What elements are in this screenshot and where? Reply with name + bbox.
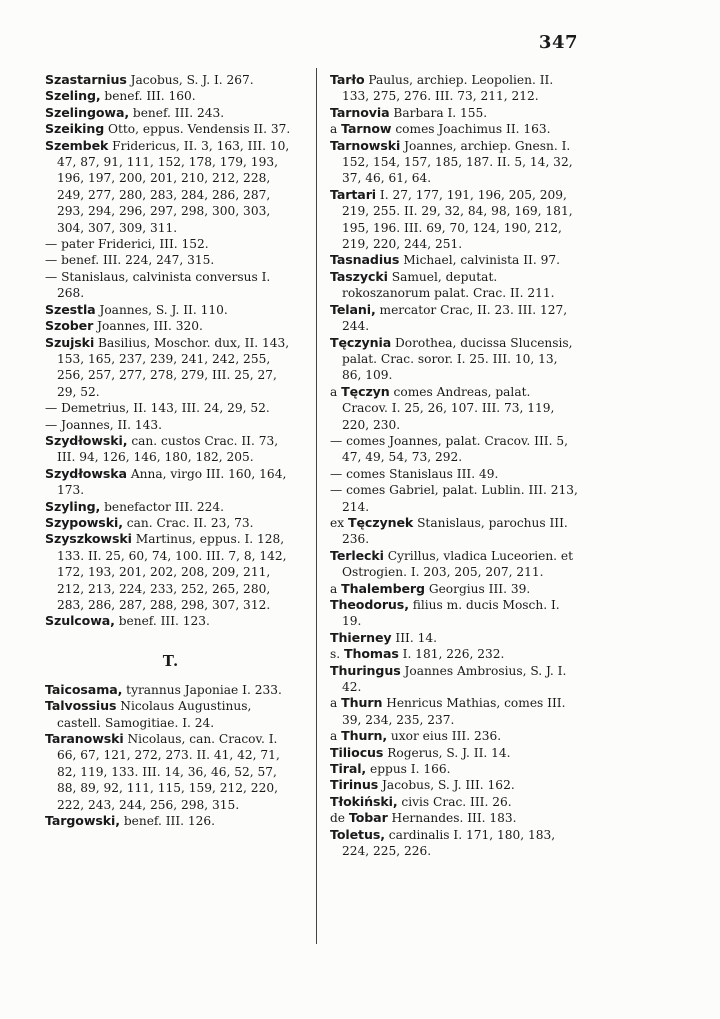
entry-text: uxor eius III. 236.	[387, 729, 502, 744]
entry-text: III. 14.	[391, 630, 437, 645]
entry-text: benef. III. 243.	[129, 105, 225, 120]
index-entry	[330, 138, 580, 187]
entry-text: tyrannus Japoniae I. 233.	[122, 682, 282, 697]
entry-headword: Theodorus,	[330, 597, 409, 612]
entry-text: comes Gabriel, palat. Lublin. III. 213, 214.	[342, 483, 578, 514]
index-entry	[45, 698, 297, 731]
entry-text: comes Joannes, palat. Cracov. III. 5, 47, 49, 54, 73, 292.	[342, 433, 568, 465]
entry-headword: Tiral,	[330, 761, 367, 777]
entry-text: can. Crac. II. 23, 73.	[122, 515, 254, 530]
entry-text: Paulus, archiep. Leopolien. II. 133, 275, 276. III. 73, 211, 212.	[342, 73, 554, 104]
entry-prefix: ex	[330, 515, 348, 530]
left-entries	[45, 72, 297, 630]
entry-headword: Szypowski,	[45, 514, 123, 530]
entry-headword: Szeiking	[45, 121, 105, 137]
index-entry	[330, 105, 580, 121]
index-entry	[45, 417, 297, 433]
entry-headword: Tęczyn	[341, 383, 390, 399]
index-entry	[45, 499, 297, 515]
index-entry	[45, 731, 297, 813]
entry-text: civis Crac. III. 26.	[397, 794, 512, 809]
entry-text: Samuel, deputat. rokoszanorum palat. Crac. II. 211.	[342, 269, 555, 301]
entry-text: Nicolaus Augustinus, castell. Samogitiae. I. 24.	[57, 699, 252, 730]
entry-headword: Szober	[45, 318, 94, 334]
index-entry	[330, 187, 580, 253]
entry-prefix: —	[330, 433, 347, 448]
entry-prefix: a	[330, 122, 342, 137]
entry-text: Rogerus, S. J. II. 14.	[383, 745, 511, 760]
entry-headword: Szeling,	[45, 88, 101, 104]
entry-text: I. 181, 226, 232.	[398, 647, 505, 662]
index-entry	[45, 515, 297, 531]
index-entry	[45, 72, 297, 88]
left-entries-t	[45, 682, 297, 830]
entry-headword: Talvossius	[45, 698, 117, 714]
entry-text: I. 27, 177, 191, 196, 205, 209, 219, 255. II. 29, 32, 84, 98, 169, 181, 195, 196. III. 69, 70, 124, 190, 212, 219, 220, 244, 251.	[342, 187, 573, 252]
entry-headword: Tłokiński,	[330, 793, 398, 809]
entry-text: can. custos Crac. II. 73, III. 94, 126, 146, 180, 182, 205.	[57, 433, 279, 465]
index-entry	[45, 466, 297, 499]
entry-headword: Terlecki	[330, 547, 384, 563]
index-entry	[330, 761, 580, 777]
entry-text: benefactor III. 224.	[100, 499, 225, 514]
entry-headword: Tarnow	[341, 121, 392, 137]
entry-text: eppus I. 166.	[366, 762, 451, 777]
entry-text: benef. III. 224, 247, 315.	[61, 253, 215, 268]
entry-text: cardinalis I. 171, 180, 183, 224, 225, 226.	[342, 827, 556, 859]
entry-headword: Szelingowa,	[45, 104, 130, 120]
entry-text: Stanislaus, parochus III. 236.	[342, 515, 568, 547]
index-entry	[45, 302, 297, 318]
index-entry	[330, 269, 580, 302]
entry-text: benef. III. 160.	[100, 89, 196, 104]
index-entry	[45, 335, 297, 401]
index-entry	[330, 646, 580, 662]
index-entry	[45, 400, 297, 416]
entry-text: Demetrius, II. 143, III. 24, 29, 52.	[61, 401, 270, 416]
entry-headword: Szestla	[45, 301, 96, 317]
column-divider	[316, 68, 317, 944]
entry-headword: Tartari	[330, 186, 377, 202]
index-entry	[330, 302, 580, 335]
index-entry	[330, 777, 580, 793]
entry-headword: Szyling,	[45, 498, 101, 514]
entry-text: Henricus Mathias, comes III. 39, 234, 235, 237.	[342, 696, 566, 727]
index-entry	[330, 515, 580, 548]
entry-prefix: de	[330, 811, 349, 826]
entry-prefix: —	[330, 466, 347, 481]
index-entry	[330, 466, 580, 482]
index-entry	[330, 663, 580, 696]
entry-prefix: —	[45, 401, 62, 416]
index-entry	[330, 581, 580, 597]
entry-headword: Szastarnius	[45, 72, 127, 87]
entry-text: Stanislaus, calvinista conversus I. 268.	[57, 269, 271, 301]
entry-headword: Szyszkowski	[45, 531, 132, 547]
entry-prefix: a	[330, 696, 342, 711]
entry-headword: Taranowski	[45, 731, 124, 747]
entry-headword: Thalemberg	[341, 580, 425, 596]
index-entry	[330, 121, 580, 137]
entry-text: Joannes, III. 320.	[93, 319, 203, 334]
entry-text: comes Joachimus II. 163.	[391, 122, 551, 137]
index-entry	[45, 252, 297, 268]
entry-text: Anna, virgo III. 160, 164, 173.	[57, 466, 287, 498]
entry-text: comes Stanislaus III. 49.	[346, 466, 499, 481]
entry-headword: Szujski	[45, 334, 95, 350]
index-entry	[45, 531, 297, 613]
entry-headword: Tasnadius	[330, 252, 400, 268]
entry-text: Michael, calvinista II. 97.	[399, 253, 560, 268]
entry-text: comes Andreas, palat. Cracov. I. 25, 26, 107. III. 73, 119, 220, 230.	[342, 384, 555, 432]
index-entry	[330, 810, 580, 826]
index-entry	[330, 384, 580, 433]
right-entries	[330, 72, 580, 860]
entry-prefix: —	[45, 253, 62, 268]
entry-text: Fridericus, II. 3, 163, III. 10, 47, 87, 91, 111, 152, 178, 179, 193, 196, 197, 200, 201, 210, 212, 228, 249, 277, 280, 283, 284, 286, 287, 293, 294, 296, 297, 298, 300, 303, 304, 307, 309, 311.	[57, 138, 290, 235]
index-entry	[45, 236, 297, 252]
entry-headword: Thurn	[341, 695, 383, 711]
entry-prefix: —	[45, 269, 62, 284]
index-entry	[45, 682, 297, 698]
entry-text: Hernandes. III. 183.	[387, 811, 517, 826]
index-entry	[330, 794, 580, 810]
entry-headword: Tobar	[348, 810, 388, 826]
entry-text: Dorothea, ducissa Slucensis, palat. Crac. soror. I. 25. III. 10, 13, 86, 109.	[342, 335, 573, 383]
entry-text: benef. III. 126.	[119, 814, 216, 829]
index-entry	[45, 138, 297, 236]
entry-text: mercator Crac, II. 23. III. 127, 244.	[342, 302, 568, 334]
entry-headword: Thierney	[330, 629, 392, 645]
index-entry	[330, 597, 580, 630]
entry-text: Joannes, II. 143.	[61, 417, 162, 432]
index-entry	[45, 613, 297, 629]
entry-headword: Szembek	[45, 137, 109, 153]
entry-text: filius m. ducis Mosch. I. 19.	[342, 598, 560, 629]
index-entry	[330, 728, 580, 744]
index-entry	[330, 827, 580, 860]
entry-headword: Szydłowski,	[45, 432, 128, 448]
index-entry	[45, 88, 297, 104]
entry-headword: Taicosama,	[45, 681, 123, 697]
index-entry	[45, 318, 297, 334]
entry-text: Joannes, archiep. Gnesn. I. 152, 154, 157, 185, 187. II. 5, 14, 32, 37, 46, 61, 64.	[342, 138, 573, 186]
entry-headword: Tęczynia	[330, 334, 392, 350]
entry-text: Basilius, Moschor. dux, II. 143, 153, 165, 237, 239, 241, 242, 255, 256, 257, 277, 278, 279, III. 25, 27, 29, 52.	[57, 335, 290, 399]
entry-prefix: —	[45, 417, 62, 432]
entry-headword: Tarło	[330, 72, 365, 87]
entry-text: Joannes, S. J. II. 110.	[95, 302, 228, 317]
entry-headword: Szydłowska	[45, 465, 127, 481]
entry-headword: Thomas	[344, 646, 399, 662]
index-entry	[330, 433, 580, 466]
entry-headword: Tirinus	[330, 777, 379, 793]
entry-headword: Taszycki	[330, 268, 388, 284]
index-entry	[330, 252, 580, 268]
entry-prefix: —	[45, 237, 62, 252]
right-column	[330, 72, 580, 860]
entry-text: benef. III. 123.	[114, 614, 210, 629]
entry-headword: Tęczynek	[347, 514, 414, 530]
entry-text: Jacobus, S. J. I. 267.	[126, 73, 254, 87]
index-entry	[330, 72, 580, 105]
index-entry	[330, 335, 580, 384]
entry-text: Cyrillus, vladica Luceorien. et Ostrogien. I. 203, 205, 207, 211.	[342, 548, 574, 580]
index-entry	[330, 482, 580, 515]
entry-prefix: a	[330, 729, 342, 744]
entry-text: Barbara I. 155.	[389, 105, 488, 120]
entry-prefix: a	[330, 384, 342, 399]
section-heading-t: T.	[162, 651, 180, 670]
index-entry	[330, 630, 580, 646]
entry-prefix: s.	[330, 647, 345, 662]
page-number: 347	[538, 32, 578, 53]
entry-text: Martinus, eppus. I. 128, 133. II. 25, 60, 74, 100. III. 7, 8, 142, 172, 193, 201, 202, 208, 209, 211, 212, 213, 224, 233, 252, 265, 280, 283, 286, 287, 288, 298, 307, 312.	[57, 532, 287, 612]
left-column	[45, 72, 297, 829]
entry-headword: Thurn,	[341, 728, 388, 744]
entry-text: Joannes Ambrosius, S. J. I. 42.	[342, 663, 567, 695]
index-entry	[45, 813, 297, 829]
entry-headword: Targowski,	[45, 813, 120, 829]
entry-headword: Thuringus	[330, 662, 401, 678]
index-entry	[330, 745, 580, 761]
entry-text: Jacobus, S. J. III. 162.	[378, 778, 515, 793]
index-entry	[330, 548, 580, 581]
entry-prefix: —	[330, 483, 347, 498]
entry-headword: Toletus,	[330, 826, 385, 842]
index-entry	[45, 121, 297, 137]
index-entry	[330, 695, 580, 728]
entry-text: Otto, eppus. Vendensis II. 37.	[104, 122, 291, 137]
entry-prefix: a	[330, 581, 342, 596]
entry-text: pater Friderici, III. 152.	[61, 237, 209, 252]
entry-headword: Tarnovia	[330, 104, 390, 120]
entry-headword: Tiliocus	[330, 744, 384, 760]
entry-text: Georgius III. 39.	[424, 581, 531, 596]
index-entry	[45, 269, 297, 302]
entry-headword: Tarnowski	[330, 137, 401, 153]
index-entry	[45, 433, 297, 466]
entry-headword: Szulcowa,	[45, 613, 115, 629]
entry-text: Nicolaus, can. Cracov. I. 66, 67, 121, 272, 273. II. 41, 42, 71, 82, 119, 133. III. 14, 36, 46, 52, 57, 88, 89, 92, 111, 115, 159, 212, 220, 222, 243, 244, 256, 298, 315.	[57, 732, 280, 812]
entry-headword: Telani,	[330, 301, 376, 317]
index-entry	[45, 105, 297, 121]
